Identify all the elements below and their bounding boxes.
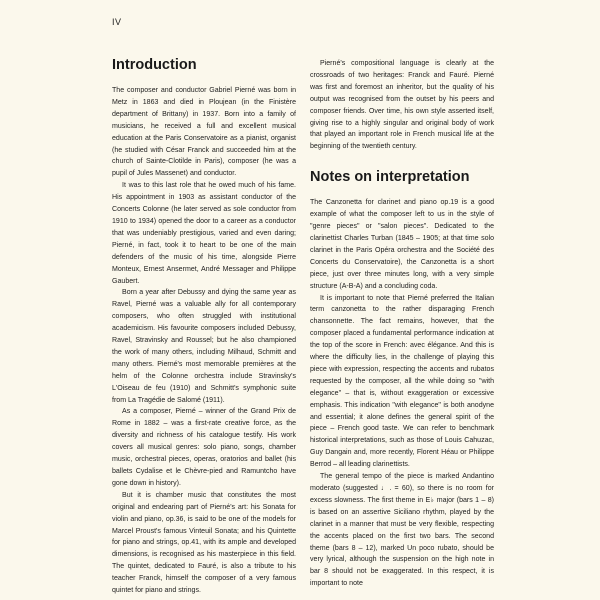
notes-paragraph-3: The general tempo of the piece is marked Andantino moderato (suggested ♩. = 60), so there is no room for excess slowness. The first theme in E♭ major (bars 1 – 8) is based on an assertive Siciliano rhythm, played by the clarinet in a manner that must be very flexible, respecting the accents placed on the first two bars. The second theme (bars 8 – 12), marked Un poco rubato, should be very lyrical, although the suspension on the high note in bar 8 should not be exaggerated. In this respect, it is important to note xyxy=(310,473,494,588)
intro-paragraph-3: Born a year after Debussy and dying the same year as Ravel, Pierné was a valuable ally for all contemporary composers, who often struggled with institutional academicism. His favourite composers included Debussy, Ravel, Stravinsky and Roussel; but he also championed the work of many others, including Milhaud, Schmitt and many others. Pierné's most memorable premières at the helm of the Colonne orchestra include Stravinsky's L'Oiseau de feu (1910) and Schmitt's symphonic suite from La Tragédie de Salomé (1911). xyxy=(112,289,296,404)
intro-paragraph-5: But it is chamber music that constitutes the most original and endearing part of Pierné's art: his Sonata for violin and piano, op.36, is said to be one of the models for Marcel Proust's famous Vinteuil Sonata; and his Quintette for piano and strings, op.41, with its ample and developed dimensions, is recognised as his masterpiece in this field. The quintet, dedicated to Fauré, is also a tribute to his teacher Franck, himself the composer of a very famous quintet for piano and strings. xyxy=(112,491,296,595)
left-column xyxy=(112,56,296,597)
notes-heading: Notes on interpretation xyxy=(310,169,470,186)
intro-paragraph-4: As a composer, Pierné – winner of the Grand Prix de Rome in 1882 – was a first-rate creative force, as the diversity and richness of his catalogue testify. His work covers all musical genres: solo piano, songs, chamber music, orchestral pieces, operas, oratorios and ballet (his ballets Cydalise et le Chèvre-pied and Ramuntcho have gone down in history). xyxy=(112,408,296,487)
notes-paragraph-2: It is important to note that Pierné preferred the Italian term canzonetta to the rather disparaging French chansonnette. The fact remains, however, that the composer placed a fundamental performance indication at the top of the score in French: avec élégance. And this is where the difficulty lies, in the challenge of playing this piece with expression, respecting the accents and rubatos requested by the composer, all the while doing so "with elegance" – that is, without exaggeration or excessive emphasis. This indication "with elegance" is both anodyne and essential; it alone defines the general spirit of the piece – French good taste. We can refer to benchmark historical interpretations, such as those of Louis Cahuzac, Guy Dangain and, more recently, Florent Héau or Philippe Berrod – all leading clarinettists. xyxy=(310,294,494,469)
intro-paragraph-6: Pierné's compositional language is clearly at the crossroads of two heritages: Franck and Fauré. Pierné was first and foremost an inheritor, but the quality of his output was recognised from the outset by his peers and composer friends. Over time, his own style asserted itself, giving rise to a highly singular and original body of work that played an important role in French musical life at the beginning of the twentieth century. xyxy=(310,60,494,151)
page-number: IV xyxy=(112,17,122,27)
intro-paragraph-1: The composer and conductor Gabriel Pierné was born in Metz in 1863 and died in Ploujean (in the Finistère department of Brittany) in 1937. Born into a family of musicians, he received a full and excellent musical education at the Paris Conservatoire as a pianist, organist (he studied with César Franck and succeeded him at the church of Sainte-Clotilde in Paris), composer (he was a pupil of Jules Massenet) and conductor. xyxy=(112,87,296,178)
right-column xyxy=(310,58,494,590)
notes-paragraph-1: The Canzonetta for clarinet and piano op.19 is a good example of what the composer left to us in the style of "genre pieces" or "salon pieces". Dedicated to the clarinettist Charles Turban (1845 – 1905; at that time solo clarinet in the Paris Opéra orchestra and the Société des Concerts du Conservatoire), the Canzonetta is a short piece, just over three minutes long, with a very simple structure (A-B-A) and a concluding coda. xyxy=(310,199,494,290)
introduction-heading: Introduction xyxy=(112,57,197,73)
intro-paragraph-2: It was to this last role that he owed much of his fame. His appointment in 1903 as assistant conductor of the Concerts Colonne (he later served as sole conductor from 1910 to 1934) opened the door to a career as a conductor that was undeniably prestigious, varied and even daring; Pierné, in fact, took it to heart to be one of the main defenders of the music of his time, alongside Pierre Monteux, Ernest Ansermet, André Messager and Philippe Gaubert. xyxy=(112,182,296,285)
